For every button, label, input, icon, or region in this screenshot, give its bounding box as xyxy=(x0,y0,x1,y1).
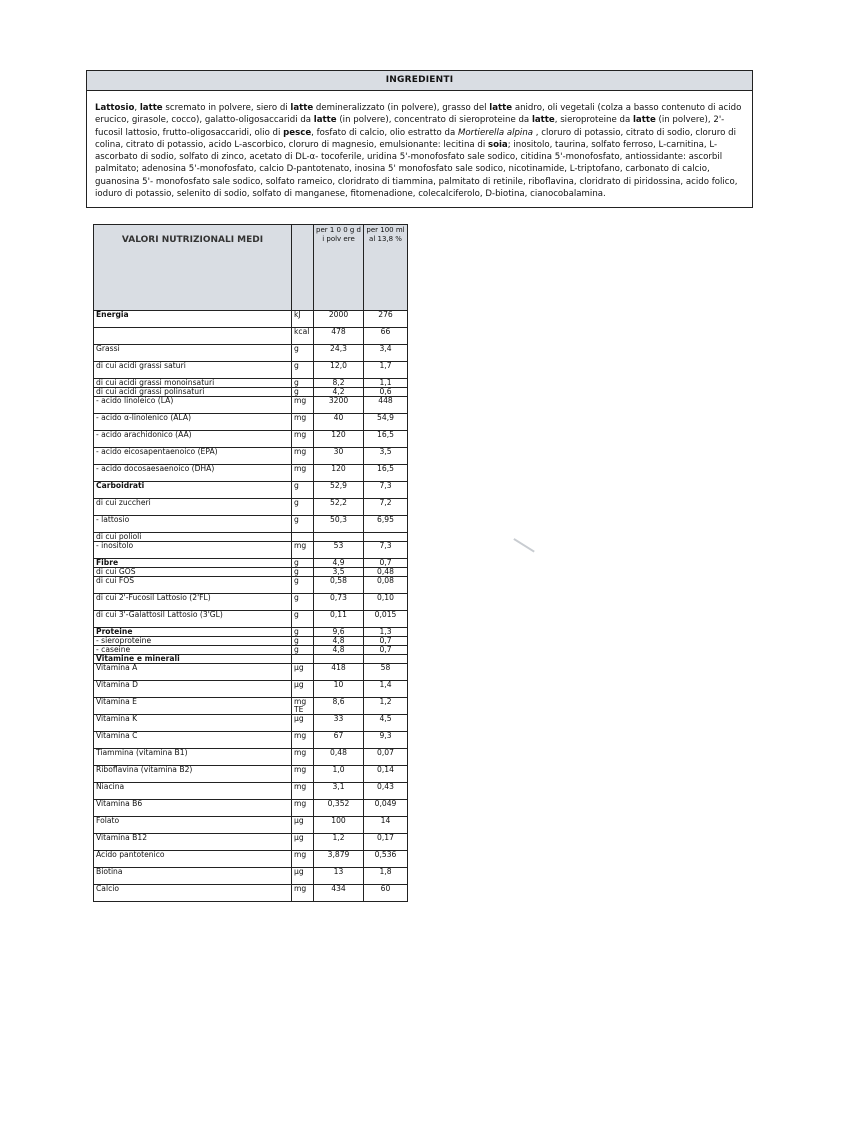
nutrition-title: VALORI NUTRIZIONALI MEDI xyxy=(94,225,292,311)
value-per-100ml: 0,7 xyxy=(364,646,408,655)
value-per-100ml: 0,015 xyxy=(364,611,408,628)
nutrient-label: Vitamina D xyxy=(94,681,292,698)
nutrient-label: Fibre xyxy=(94,559,292,568)
unit-header xyxy=(292,225,314,311)
nutrient-label: Vitamine e minerali xyxy=(94,655,292,664)
value-per-100g: 0,48 xyxy=(314,749,364,766)
value-per-100g: 33 xyxy=(314,715,364,732)
ingredient-text-part: ; inositolo, taurina, solfato ferroso, L-carnitina, L-ascorbato di sodio, solfato di zinco, acetato di DL-α- tocoferile, uridina 5'-monofosfato sale sodico, citidina 5'-monofosfato, antiossidante: ascorbil palmitato; adenosina 5'-monofosfato, calcio D-pantotenato, inosina 5' monofosfato sale sodico, nicotinamide, L-triptofano, carbonato di calcio, guanosina 5'- monofosfato sale sodico, solfato rameico, cloridrato di tiammina, palmitato di retinile, riboflavina, cloridrato di piridossina, acido folico, ioduro di potassio, selenito di sodio, solfato di manganese, fitomenadione, colecalciferolo, D-biotina, cianocobalamina. xyxy=(95,139,738,200)
nutrient-unit: mg xyxy=(292,732,314,749)
value-per-100ml: 7,3 xyxy=(364,482,408,499)
value-per-100g: 10 xyxy=(314,681,364,698)
value-per-100ml: 16,5 xyxy=(364,431,408,448)
nutrition-row xyxy=(94,397,408,414)
value-per-100ml: 54,9 xyxy=(364,414,408,431)
value-per-100g: 1,2 xyxy=(314,834,364,851)
nutrient-unit: mg xyxy=(292,448,314,465)
nutrient-label: - caseine xyxy=(94,646,292,655)
nutrient-unit: mg xyxy=(292,851,314,868)
nutrition-row xyxy=(94,664,408,681)
value-per-100ml: 0,43 xyxy=(364,783,408,800)
nutrition-row xyxy=(94,868,408,885)
ingredient-text-part: , sieroproteine da xyxy=(554,115,633,126)
allergen-highlight: latte xyxy=(531,115,555,126)
nutrition-row xyxy=(94,328,408,345)
nutrition-row xyxy=(94,362,408,379)
per-100g-header: per 1 0 0 g d i polv ere xyxy=(314,225,364,311)
nutrient-unit: g xyxy=(292,611,314,628)
value-per-100ml: 0,6 xyxy=(364,388,408,397)
ingredient-text-part: (in polvere), concentrato di sieroproteine da xyxy=(336,115,532,126)
ingredient-text-part: demineralizzato (in polvere), grasso del xyxy=(313,103,490,113)
value-per-100g: 67 xyxy=(314,732,364,749)
nutrition-row xyxy=(94,637,408,646)
allergen-highlight: Lattosio xyxy=(95,103,135,113)
value-per-100g: 24,3 xyxy=(314,345,364,362)
allergen-highlight: latte xyxy=(139,103,163,113)
nutrition-row xyxy=(94,766,408,783)
nutrition-row xyxy=(94,681,408,698)
value-per-100g: 418 xyxy=(314,664,364,681)
nutrition-row xyxy=(94,414,408,431)
scan-mark xyxy=(514,538,535,552)
nutrition-row xyxy=(94,345,408,362)
value-per-100ml: 14 xyxy=(364,817,408,834)
nutrient-label: Vitamina K xyxy=(94,715,292,732)
nutrient-label: di cui acidi grassi polinsaturi xyxy=(94,388,292,397)
value-per-100g: 478 xyxy=(314,328,364,345)
nutrition-row xyxy=(94,577,408,594)
nutrient-label: Vitamina A xyxy=(94,664,292,681)
value-per-100g: 8,2 xyxy=(314,379,364,388)
nutrient-label: Acido pantotenico xyxy=(94,851,292,868)
nutrition-row xyxy=(94,499,408,516)
nutrient-unit: mg xyxy=(292,414,314,431)
nutrient-label: di cui zuccheri xyxy=(94,499,292,516)
nutrition-row xyxy=(94,542,408,559)
value-per-100g: 50,3 xyxy=(314,516,364,533)
nutrition-body xyxy=(94,311,408,902)
nutrient-label: - lattosio xyxy=(94,516,292,533)
per-100ml-header: per 100 ml al 13,8 % xyxy=(364,225,408,311)
nutrient-label: di cui GOS xyxy=(94,568,292,577)
nutrient-label: - inositolo xyxy=(94,542,292,559)
value-per-100g: 120 xyxy=(314,465,364,482)
value-per-100g: 4,8 xyxy=(314,646,364,655)
value-per-100ml: 1,7 xyxy=(364,362,408,379)
nutrient-unit: mg xyxy=(292,431,314,448)
nutrient-unit: kcal xyxy=(292,328,314,345)
value-per-100ml: 1,1 xyxy=(364,379,408,388)
nutrition-row xyxy=(94,594,408,611)
value-per-100g: 52,2 xyxy=(314,499,364,516)
nutrition-row xyxy=(94,568,408,577)
ingredients-box xyxy=(86,70,753,208)
nutrition-row xyxy=(94,311,408,328)
nutrient-label: di cui acidi grassi monoinsaturi xyxy=(94,379,292,388)
value-per-100ml: 0,10 xyxy=(364,594,408,611)
nutrient-label: Vitamina B6 xyxy=(94,800,292,817)
nutrient-label: Energia xyxy=(94,311,292,328)
nutrient-unit: mg TE xyxy=(292,698,314,715)
value-per-100ml: 16,5 xyxy=(364,465,408,482)
nutrient-unit: μg xyxy=(292,715,314,732)
value-per-100g: 0,352 xyxy=(314,800,364,817)
nutrition-row xyxy=(94,431,408,448)
nutrition-row xyxy=(94,655,408,664)
nutrient-label: Vitamina E xyxy=(94,698,292,715)
value-per-100g: 8,6 xyxy=(314,698,364,715)
nutrition-row xyxy=(94,783,408,800)
nutrient-label: di cui polioli xyxy=(94,533,292,542)
nutrient-label: Niacina xyxy=(94,783,292,800)
nutrient-label: - acido docosaesaenoico (DHA) xyxy=(94,465,292,482)
value-per-100g: 52,9 xyxy=(314,482,364,499)
nutrient-unit: mg xyxy=(292,397,314,414)
nutrient-label: di cui acidi grassi saturi xyxy=(94,362,292,379)
ingredient-text-part: (in polvere), 2'-fucosil lattosio, frutto-oligosaccaridi, olio di xyxy=(95,115,725,138)
nutrient-label xyxy=(94,328,292,345)
value-per-100ml: 1,3 xyxy=(364,628,408,637)
nutrient-label: Tiammina (vitamina B1) xyxy=(94,749,292,766)
nutrition-row xyxy=(94,732,408,749)
value-per-100g: 100 xyxy=(314,817,364,834)
value-per-100ml: 1,4 xyxy=(364,681,408,698)
allergen-highlight: latte xyxy=(489,103,513,113)
nutrition-row xyxy=(94,834,408,851)
value-per-100g: 120 xyxy=(314,431,364,448)
value-per-100ml: 66 xyxy=(364,328,408,345)
nutrient-label: Biotina xyxy=(94,868,292,885)
ingredient-text-part: scremato in polvere, siero di xyxy=(162,103,291,113)
nutrient-label: Riboflavina (vitamina B2) xyxy=(94,766,292,783)
value-per-100g: 0,73 xyxy=(314,594,364,611)
nutrient-label: - sieroproteine xyxy=(94,637,292,646)
nutrient-label: di cui FOS xyxy=(94,577,292,594)
nutrient-unit: g xyxy=(292,388,314,397)
nutrition-row xyxy=(94,482,408,499)
nutrient-label: Proteine xyxy=(94,628,292,637)
ingredient-text-part: , cloruro di potassio, citrato di sodio, cloruro di colina, citrato di potassio, acido L-ascorbico, cloruro di magnesio, emulsionante: lecitina di xyxy=(95,127,736,150)
value-per-100ml: 6,95 xyxy=(364,516,408,533)
value-per-100ml: 58 xyxy=(364,664,408,681)
nutrient-unit: μg xyxy=(292,817,314,834)
allergen-highlight: soia xyxy=(487,139,508,150)
value-per-100ml: 1,8 xyxy=(364,868,408,885)
nutrient-unit: mg xyxy=(292,542,314,559)
nutrient-unit: g xyxy=(292,594,314,611)
nutrient-unit: mg xyxy=(292,885,314,902)
nutrient-unit: g xyxy=(292,482,314,499)
ingredients-text xyxy=(87,91,752,200)
value-per-100ml: 0,08 xyxy=(364,577,408,594)
ingredient-text-part: , fosfato di calcio, olio estratto da xyxy=(311,127,458,138)
nutrition-table xyxy=(93,224,408,902)
value-per-100ml: 4,5 xyxy=(364,715,408,732)
nutrient-label: - acido eicosapentaenoico (EPA) xyxy=(94,448,292,465)
value-per-100ml: 0,7 xyxy=(364,559,408,568)
nutrition-row xyxy=(94,611,408,628)
nutrient-unit: g xyxy=(292,516,314,533)
nutrient-unit: mg xyxy=(292,766,314,783)
nutrient-unit: g xyxy=(292,577,314,594)
value-per-100ml: 0,536 xyxy=(364,851,408,868)
value-per-100g: 40 xyxy=(314,414,364,431)
value-per-100g: 53 xyxy=(314,542,364,559)
value-per-100g: 30 xyxy=(314,448,364,465)
value-per-100g: 9,6 xyxy=(314,628,364,637)
value-per-100ml: 3,5 xyxy=(364,448,408,465)
nutrient-unit: g xyxy=(292,646,314,655)
value-per-100ml: 60 xyxy=(364,885,408,902)
nutrient-label: Grassi xyxy=(94,345,292,362)
nutrition-row xyxy=(94,516,408,533)
nutrient-unit: g xyxy=(292,637,314,646)
value-per-100ml: 0,049 xyxy=(364,800,408,817)
nutrition-row xyxy=(94,817,408,834)
allergen-highlight: latte xyxy=(632,115,656,126)
value-per-100g: 3,1 xyxy=(314,783,364,800)
nutrition-row xyxy=(94,851,408,868)
value-per-100g: 0,11 xyxy=(314,611,364,628)
ingredient-text-part: Mortierella alpina xyxy=(457,127,534,138)
value-per-100g: 0,58 xyxy=(314,577,364,594)
nutrition-row xyxy=(94,465,408,482)
nutrition-row xyxy=(94,559,408,568)
nutrient-label: di cui 3'-Galattosil Lattosio (3'GL) xyxy=(94,611,292,628)
nutrient-unit: μg xyxy=(292,664,314,681)
value-per-100ml: 0,14 xyxy=(364,766,408,783)
nutrition-header-row xyxy=(94,225,408,311)
nutrition-row xyxy=(94,698,408,715)
nutrition-row xyxy=(94,715,408,732)
nutrient-unit: g xyxy=(292,499,314,516)
value-per-100g: 12,0 xyxy=(314,362,364,379)
value-per-100g: 434 xyxy=(314,885,364,902)
value-per-100g: 3,5 xyxy=(314,568,364,577)
value-per-100ml: 0,07 xyxy=(364,749,408,766)
value-per-100ml: 448 xyxy=(364,397,408,414)
nutrient-unit: μg xyxy=(292,681,314,698)
value-per-100g: 3,879 xyxy=(314,851,364,868)
value-per-100g: 4,2 xyxy=(314,388,364,397)
nutrient-unit: g xyxy=(292,628,314,637)
ingredients-heading: INGREDIENTI xyxy=(87,71,752,91)
value-per-100ml: 0,7 xyxy=(364,637,408,646)
allergen-highlight: latte xyxy=(290,103,314,113)
nutrient-label: Carboidrati xyxy=(94,482,292,499)
nutrient-unit: g xyxy=(292,345,314,362)
nutrient-label: di cui 2'-Fucosil Lattosio (2'FL) xyxy=(94,594,292,611)
value-per-100ml: 7,2 xyxy=(364,499,408,516)
nutrient-unit: mg xyxy=(292,465,314,482)
value-per-100g: 13 xyxy=(314,868,364,885)
nutrient-unit: μg xyxy=(292,868,314,885)
nutrition-row xyxy=(94,448,408,465)
value-per-100ml: 0,17 xyxy=(364,834,408,851)
nutrient-unit: g xyxy=(292,362,314,379)
value-per-100g: 1,0 xyxy=(314,766,364,783)
nutrition-row xyxy=(94,749,408,766)
nutrient-unit: mg xyxy=(292,800,314,817)
value-per-100ml: 9,3 xyxy=(364,732,408,749)
nutrient-unit: g xyxy=(292,568,314,577)
nutrient-label: Calcio xyxy=(94,885,292,902)
value-per-100g: 4,9 xyxy=(314,559,364,568)
nutrient-unit: kJ xyxy=(292,311,314,328)
nutrient-label: - acido α-linolenico (ALA) xyxy=(94,414,292,431)
nutrient-label: Vitamina B12 xyxy=(94,834,292,851)
allergen-highlight: pesce xyxy=(283,127,312,138)
nutrient-unit: g xyxy=(292,379,314,388)
nutrient-label: Vitamina C xyxy=(94,732,292,749)
value-per-100g: 4,8 xyxy=(314,637,364,646)
nutrition-row xyxy=(94,885,408,902)
value-per-100g: 3200 xyxy=(314,397,364,414)
nutrient-label: - acido linoleico (LA) xyxy=(94,397,292,414)
nutrition-row xyxy=(94,800,408,817)
nutrient-unit: g xyxy=(292,559,314,568)
nutrient-label: - acido arachidonico (AA) xyxy=(94,431,292,448)
nutrient-label: Folato xyxy=(94,817,292,834)
value-per-100ml: 1,2 xyxy=(364,698,408,715)
ingredient-text-part: anidro, oli vegetali (colza a basso contenuto di acido erucico, girasole, cocco), galatto-oligosaccaridi da xyxy=(95,103,742,126)
value-per-100ml: 3,4 xyxy=(364,345,408,362)
value-per-100ml: 276 xyxy=(364,311,408,328)
value-per-100ml: 0,48 xyxy=(364,568,408,577)
value-per-100g: 2000 xyxy=(314,311,364,328)
value-per-100ml: 7,3 xyxy=(364,542,408,559)
nutrient-unit: μg xyxy=(292,834,314,851)
nutrient-unit: mg xyxy=(292,783,314,800)
allergen-highlight: latte xyxy=(313,115,337,126)
ingredient-text-part: , xyxy=(134,103,140,113)
nutrient-unit: mg xyxy=(292,749,314,766)
nutrition-row xyxy=(94,533,408,542)
